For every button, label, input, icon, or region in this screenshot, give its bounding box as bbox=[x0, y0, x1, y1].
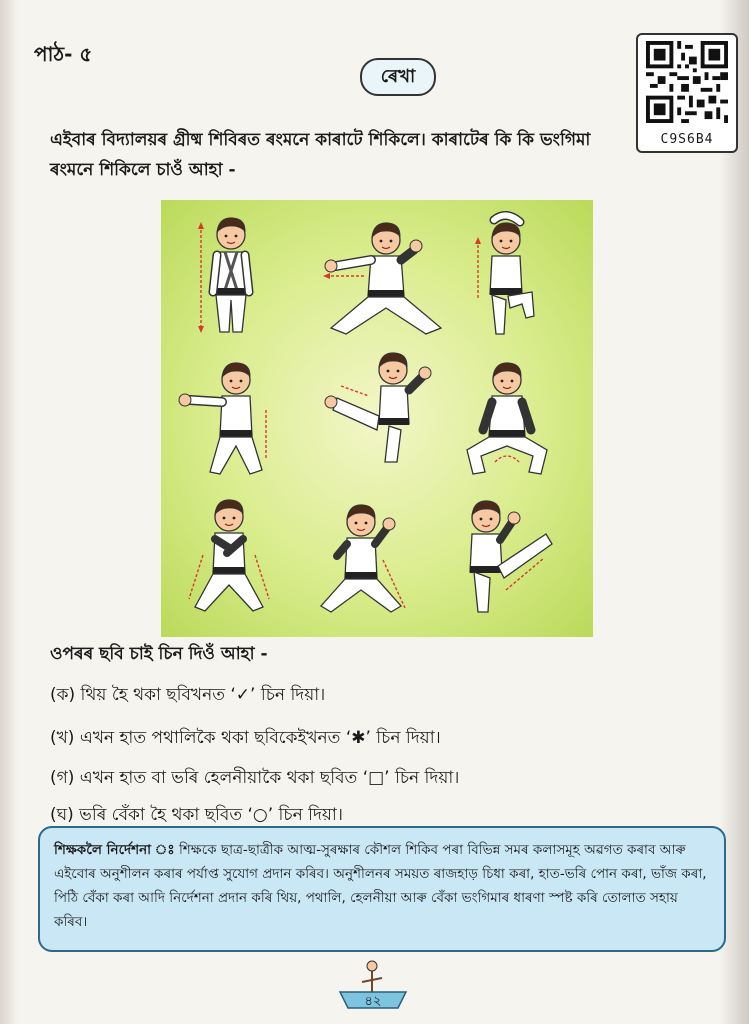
karate-wide-stance-figure bbox=[321, 505, 405, 612]
lesson-title bbox=[360, 58, 436, 96]
question-item-gha: (ঘ) ভৰি বেঁকা হৈ থকা ছবিত ‘○’ চিন দিয়া। bbox=[50, 805, 343, 825]
question-item-ka: (ক) থিয় হৈ থকা ছবিখনত ‘✓’ চিন দিয়া। bbox=[50, 685, 326, 705]
karate-standing-figure bbox=[198, 218, 249, 333]
qr-code-box[interactable] bbox=[636, 33, 738, 153]
boat-page-number-icon bbox=[336, 958, 410, 1012]
karate-poses-svg bbox=[161, 200, 593, 637]
karate-horse-stance-figure bbox=[467, 363, 547, 474]
question-item-ga: (গ) এখন হাত বা ভৰি হেলনীয়াকৈ থকা ছবিত ‘□’ চিন দিয়া। bbox=[50, 768, 460, 788]
karate-punch-figure bbox=[323, 223, 441, 334]
lesson-title-text: ৰেখা bbox=[380, 65, 416, 87]
karate-illustration bbox=[161, 200, 593, 637]
karate-high-kick-figure bbox=[470, 501, 552, 612]
teacher-note-text: শিক্ষকে ছাত্ৰ-ছাত্ৰীক আত্ম-সুৰক্ষাৰ কৌশল শিকিব পৰা বিভিন্ন সমৰ কলাসমূহ অৱগত কৰাব আৰু এইবোৰ অনুশীলন কৰাৰ পৰ্যাপ্ত সুযোগ প্ৰদান কৰিব। অনুশীলনৰ সময়ত ৰাজহাড় চিধা কৰা, হাত-ভৰি পোন কৰা, ভাঁজ কৰা, পিঠি বেঁকা কৰা আদি নিৰ্দেশনা প্ৰদান কৰি থিয়, পথালি, হেলনীয়া আৰু বেঁকা ভংগিমাৰ ধাৰণা স্পষ্ট কৰি তোলাত সহায় কৰিব। bbox=[54, 842, 707, 930]
page-edge-left bbox=[0, 0, 18, 1024]
lesson-number: পাঠ- ৫ bbox=[34, 42, 93, 66]
teacher-note-box bbox=[38, 826, 726, 952]
instruction-text: ওপৰৰ ছবি চাই চিন দিওঁ আহা - bbox=[50, 644, 268, 664]
karate-side-kick-figure bbox=[325, 353, 431, 462]
teacher-note-label: শিক্ষকলৈ নিৰ্দেশনা ঃ bbox=[54, 842, 175, 858]
intro-paragraph: এইবাৰ বিদ্যালয়ৰ গ্ৰীষ্ম শিবিৰত ৰংমনে কাৰাটে শিকিলে। কাৰাটেৰ কি কি ভংগিমা ৰংমনে শিকিলে চাওঁ আহা - bbox=[50, 130, 591, 180]
qr-caption: C9S6B4 bbox=[660, 132, 714, 147]
page-number: ৪২ bbox=[364, 994, 382, 1009]
karate-knee-raise-figure bbox=[475, 215, 534, 334]
karate-side-punch-figure bbox=[179, 363, 266, 474]
question-item-kha: (খ) এখন হাত পথালিকৈ থকা ছবিকেইখনত ‘✱’ চিন দিয়া। bbox=[50, 728, 441, 748]
qr-code-icon bbox=[646, 41, 728, 123]
karate-block-figure bbox=[189, 500, 269, 611]
